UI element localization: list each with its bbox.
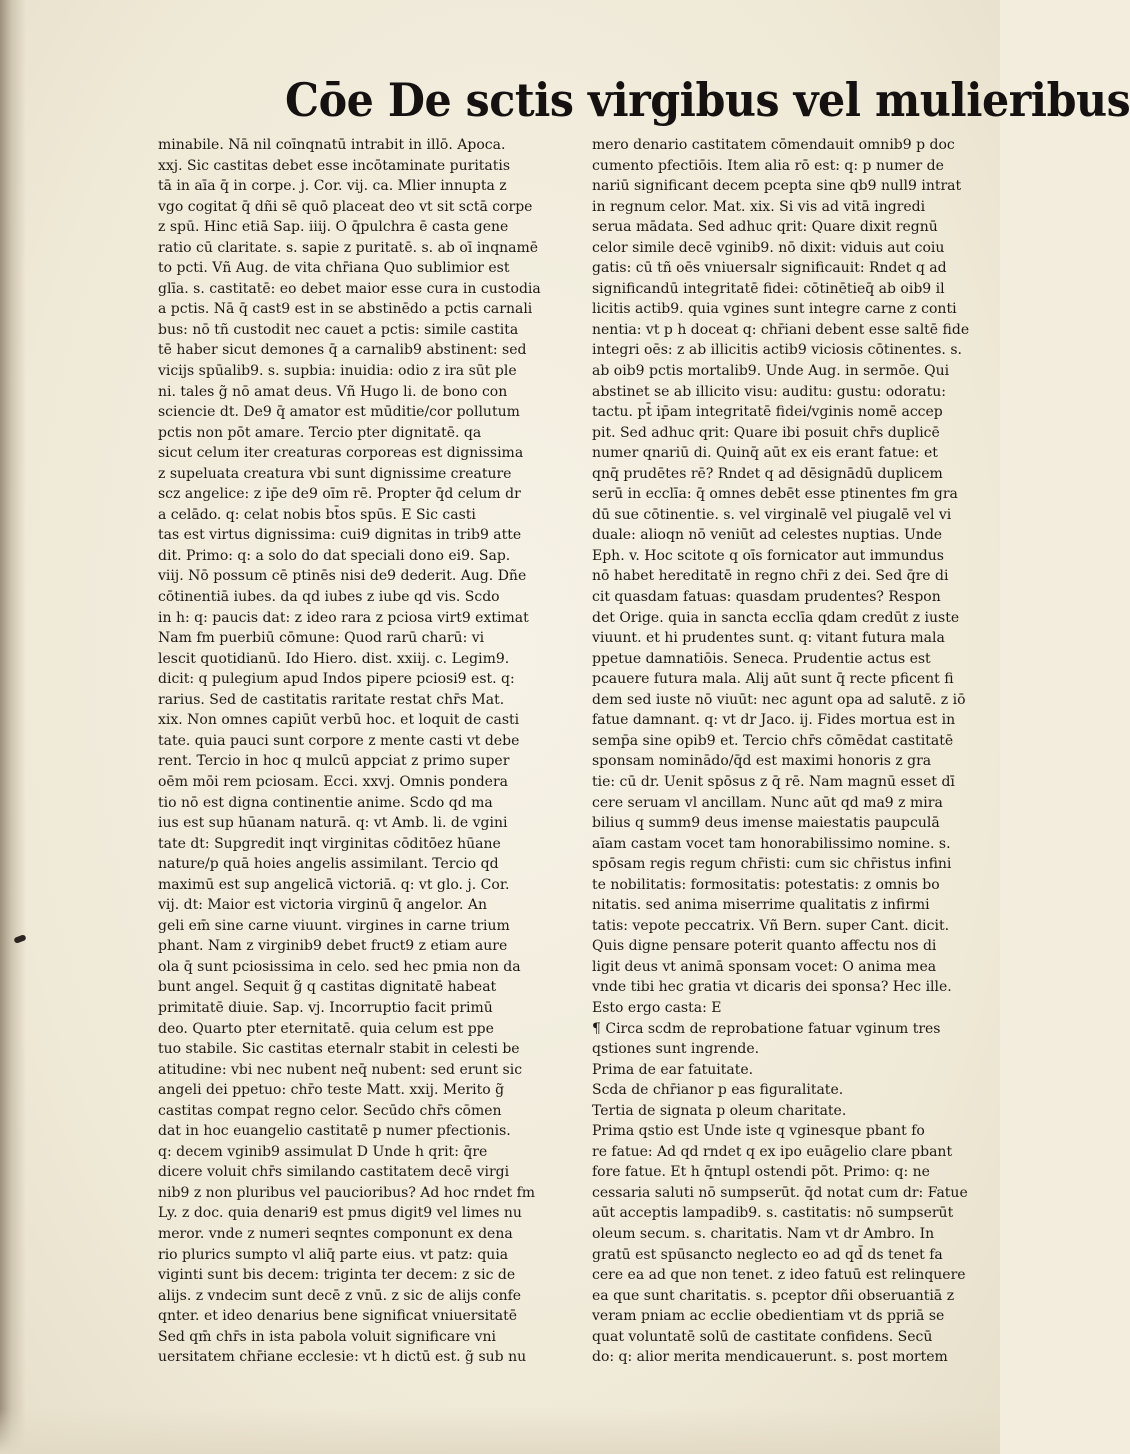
text-line: Sed qm̄ chr̄s in ista pabola voluit significare vni <box>158 1328 497 1345</box>
left-text-column <box>158 135 578 1368</box>
text-line: atitudine: vbi nec nubent neq̄ nubent: sed erunt sic <box>158 1061 523 1078</box>
text-line: tuo stabile. Sic castitas eternalr stabit in celesti be <box>158 1041 520 1058</box>
text-line: gratū est spūsancto neglecto eo ad qd̄ ds tenet fa <box>592 1246 943 1263</box>
text-line: ab oib9 pctis mortalib9. Unde Aug. in sermōe. Qui <box>592 363 950 380</box>
text-line: ni. tales g̃ nō amat deus. Vñ Hugo li. de bono con <box>158 383 508 400</box>
text-line: in regnum celor. Mat. xix. Si vis ad vitā ingredi <box>592 198 926 215</box>
text-line: ratio cū claritate. s. sapie z puritatē. s. ab oī inqnamē <box>158 239 539 256</box>
text-line: angeli dei ppetuo: chr̄o teste Matt. xxij. Merito g̃ <box>158 1082 505 1099</box>
text-line: a celādo. q: celat nobis bt̄os spūs. E Sic casti <box>158 506 476 523</box>
text-line: Nam fm puerbiū cōmune: Quod rarū charū: vi <box>158 630 485 647</box>
text-line: q: decem vginib9 assimulat D Unde h qrit: q̄re <box>158 1143 488 1160</box>
text-line: Scda de chr̄ianor p eas figuralitate. <box>592 1082 844 1099</box>
text-line: tactu. pt̄ ip̄am integritatē fidei/vginis nomē accep <box>592 404 943 421</box>
text-line: Prima de ear fatuitate. <box>592 1061 754 1078</box>
text-line: phant. Nam z virginib9 debet fruct9 z etiam aure <box>158 938 508 955</box>
text-line: primitatē diuie. Sap. vj. Incorruptio facit primū <box>158 999 493 1016</box>
text-line: tē haber sicut demones q̄ a carnalib9 abstinent: sed <box>158 342 527 359</box>
text-line: alijs. z vndecim sunt decē z vnū. z sic de alijs confe <box>158 1287 522 1304</box>
text-line: z supeluata creatura vbi sunt dignissime creature <box>158 465 512 482</box>
text-line: rarius. Sed de castitatis raritate restat chr̄s Mat. <box>158 691 505 708</box>
text-line: qstiones sunt ingrende. <box>592 1041 760 1058</box>
text-line: dicit: q pulegium apud Indos pipere pciosi9 est. q: <box>158 671 515 688</box>
text-line: oleum secum. s. charitatis. Nam vt dr Ambro. In <box>592 1225 935 1242</box>
text-line: sponsam nominādo/q̄d est maximi honoris z gra <box>592 753 932 770</box>
text-line: nentia: vt p h doceat q: chr̄iani debent esse saltē fide <box>592 321 970 338</box>
text-line: quat voluntatē solū de castitate confidens. Secū <box>592 1328 933 1345</box>
text-line: dit. Primo: q: a solo do dat speciali dono ei9. Sap. <box>158 547 511 564</box>
text-line: mero denario castitatem cōmendauit omnib9 p doc <box>592 137 955 153</box>
text-line: nitatis. sed anima miserrime qualitatis z infirmi <box>592 897 930 914</box>
text-line: cumento pfectiōis. Item alia rō est: q: p numer de <box>592 157 944 174</box>
text-line: re fatue: Ad qd rndet q ex ipo euāgelio clare pbant <box>592 1143 953 1160</box>
text-line: aīam castam vocet tam honorabilissimo nomine. s. <box>592 835 951 852</box>
text-line: Quis digne pensare poterit quanto affectu nos di <box>592 938 937 955</box>
text-line: viuunt. et hi prudentes sunt. q: vitant futura mala <box>592 630 945 647</box>
text-line: tatis: vepote peccatrix. Vñ Bern. super Cant. dicit. <box>592 917 950 934</box>
text-line: abstinet se ab illicito visu: auditu: gustu: odoratu: <box>592 383 946 400</box>
text-line: pctis non pōt amare. Tercio pter dignitatē. qa <box>158 424 482 441</box>
text-line: nib9 z non pluribus vel paucioribus? Ad hoc rndet fm <box>158 1184 536 1201</box>
text-line: xix. Non omnes capiūt verbū hoc. et loquit de casti <box>158 712 520 729</box>
text-line: licitis actib9. quia vgines sunt integre carne z conti <box>592 301 957 318</box>
text-line: ligit deus vt animā sponsam vocet: O anima mea <box>592 958 937 975</box>
text-line: Eph. v. Hoc scitote q oīs fornicator aut immundus <box>592 547 944 564</box>
text-line: dicere voluit chr̄s similando castitatem decē virgi <box>158 1164 510 1181</box>
text-line: xxj. Sic castitas debet esse incōtaminate puritatis <box>158 157 511 174</box>
text-line: cōtinentiā iubes. da qd iubes z iube qd vis. Scdo <box>158 589 500 606</box>
running-head-title: Cōe De sctis virgibus vel mulieribus <box>285 73 1130 127</box>
text-line: significandū integritatē fidei: cōtinētieq̄ ab oib9 il <box>592 280 945 297</box>
text-line: Prima qstio est Unde iste q vginesque pbant fo <box>592 1123 925 1140</box>
text-line: uersitatem chr̄iane ecclesie: vt h dictū est. g̃ sub nu <box>158 1349 527 1366</box>
text-line: geli em̄ sine carne viuunt. virgines in carne trium <box>158 917 510 934</box>
right-text-column <box>592 135 982 1368</box>
text-line: aūt acceptis lampadib9. s. castitatis: nō sumpserūt <box>592 1205 954 1222</box>
text-line: sicut celum iter creaturas corporeas est dignissima <box>158 445 524 462</box>
text-line: dat in hoc euangelio castitatē p numer pfectionis. <box>158 1123 511 1140</box>
text-line: tie: cū dr. Uenit spōsus z q̄ rē. Nam magnū esset dī <box>592 773 955 790</box>
text-line: qnq̄ prudētes rē? Rndet q ad dēsignādū duplicem <box>592 465 943 482</box>
text-line: do: q: alior merita mendicauerunt. s. post mortem <box>592 1349 948 1366</box>
text-line: cere ea ad que non tenet. z ideo fatuū est relinquere <box>592 1267 966 1284</box>
text-line: viij. Nō possum cē ptinēs nisi de9 dederit. Aug. Dñe <box>158 568 527 585</box>
text-line: spōsam regis regum chr̄isti: cum sic chr̄istus infini <box>592 856 952 873</box>
text-line: deo. Quarto pter eternitatē. quia celum est ppe <box>158 1020 494 1037</box>
text-line: dū sue cōtinentie. s. vel virginalē vel piugalē vel vi <box>592 506 952 523</box>
text-line: tas est virtus dignissima: cui9 dignitas in trib9 atte <box>158 527 522 544</box>
text-line: vnde tibi hec gratia vt dicaris dei sponsa? Hec ille. <box>592 979 952 996</box>
text-line: pit. Sed adhuc qrit: Quare ibi posuit chr̄s duplicē <box>592 424 940 441</box>
text-line: ius est sup hūanam naturā. q: vt Amb. li. de vgini <box>158 815 508 832</box>
text-line: ppetue damnatiōis. Seneca. Prudentie actus est <box>592 650 931 667</box>
text-line: ¶ Circa scdm de reprobatione fatuar vginum tres <box>592 1020 941 1037</box>
text-line: ea que sunt charitatis. s. pceptor dñi obseruantiā z <box>592 1287 955 1304</box>
text-line: maximū est sup angelicā victoriā. q: vt glo. j. Cor. <box>158 876 510 893</box>
text-line: viginti sunt bis decem: triginta ter decem: z sic de <box>158 1267 516 1284</box>
text-line: rent. Tercio in hoc q mulcū appciat z primo super <box>158 753 510 770</box>
text-line: tio nō est digna continentie anime. Scdo qd ma <box>158 794 493 811</box>
text-line: nō habet hereditatē in regno chr̄i z dei. Sed q̄re di <box>592 568 949 585</box>
text-line: fatue damnant. q: vt dr Jaco. ij. Fides mortua est in <box>592 712 956 729</box>
text-line: cessaria saluti nō sumpserūt. q̄d notat cum dr: Fatue <box>592 1184 968 1201</box>
text-line: oēm mōi rem pciosam. Ecci. xxvj. Omnis pondera <box>158 773 508 790</box>
text-line: fore fatue. Et h q̄ntupl ostendi pōt. Primo: q: ne <box>592 1164 930 1181</box>
text-line: tate. quia pauci sunt corpore z mente casti vt debe <box>158 732 520 749</box>
text-line: Esto ergo casta: E <box>592 999 722 1016</box>
text-line: a pctis. Nā q̄ cast9 est in se abstinēdo a pctis carnali <box>158 301 533 318</box>
text-line: serua mādata. Sed adhuc qrit: Quare dixit regnū <box>592 219 938 236</box>
text-line: bus: nō tñ custodit nec cauet a pctis: simile castita <box>158 321 519 338</box>
text-line: vgo cogitat q̄ dñi sē quō placeat deo vt sit sctā corpe <box>158 198 533 215</box>
page-bottom-margin <box>0 1408 1000 1454</box>
text-line: serū in ecclīa: q̄ omnes debēt esse ptinentes fm gra <box>592 486 958 503</box>
text-line: qnter. et ideo denarius bene significat vniuersitatē <box>158 1308 518 1325</box>
text-line: dem sed iuste nō viuūt: nec agunt opa ad salutē. z iō <box>592 691 966 708</box>
text-line: pcauere futura mala. Alij aūt sunt q̄ recte pficent fi <box>592 671 954 688</box>
text-line: bilius q summ9 deus imense maiestatis paupculā <box>592 815 940 832</box>
text-line: lescit quotidianū. Ido Hiero. dist. xxiij. c. Legim9. <box>158 650 510 667</box>
text-line: te nobilitatis: formositatis: potestatis: z omnis bo <box>592 876 940 893</box>
text-line: glīa. s. castitatē: eo debet maior esse cura in custodia <box>158 280 541 297</box>
text-line: minabile. Nā nil coīnqnatū intrabit in illō. Apoca. <box>158 137 506 153</box>
text-line: nariū significant decem pcepta sine qb9 null9 intrat <box>592 178 962 195</box>
text-line: duale: alioqn nō veniūt ad celestes nuptias. Unde <box>592 527 943 544</box>
text-line: veram pniam ac ecclie obedientiam vt ds ppriā se <box>592 1308 945 1325</box>
text-line: bunt angel. Sequit g̃ q castitas dignitatē habeat <box>158 979 497 996</box>
text-line: Ly. z doc. quia denari9 est pmus digit9 vel limes nu <box>158 1205 522 1222</box>
text-line: integri oēs: z ab illicitis actib9 viciosis cōtinentes. s. <box>592 342 962 359</box>
text-line: numer qnariū di. Quinq̄ aūt ex eis erant fatue: et <box>592 445 938 462</box>
text-line: celor simile decē vginib9. nō dixit: viduis aut coiu <box>592 239 945 256</box>
text-line: z spū. Hinc etiā Sap. iiij. O q̄pulchra ē casta gene <box>158 219 509 236</box>
text-line: castitas compat regno celor. Secūdo chr̄s cōmen <box>158 1102 502 1119</box>
text-line: meror. vnde z numeri seqntes componunt ex dena <box>158 1225 513 1242</box>
text-line: vicijs spūalib9. s. supbia: inuidia: odio z ira sūt ple <box>158 363 517 380</box>
text-line: tate dt: Supgredit inqt virginitas cōditōez hūane <box>158 835 501 852</box>
text-line: cere seruam vl ancillam. Nunc aūt qd ma9 z mira <box>592 794 943 811</box>
text-line: semp̄a sine opib9 et. Tercio chr̄s cōmēdat castitatē <box>592 732 954 749</box>
text-line: Tertia de signata p oleum charitate. <box>592 1102 847 1119</box>
page-gutter-shadow <box>0 0 26 1454</box>
text-line: in h: q: paucis dat: z ideo rara z pciosa virt9 extimat <box>158 609 529 626</box>
text-line: ola q̄ sunt pciosissima in celo. sed hec pmia non da <box>158 958 521 975</box>
text-line: gatis: cū tñ oēs vniuersalr significauit: Rndet q ad <box>592 260 947 277</box>
text-line: to pcti. Vñ Aug. de vita chr̄iana Quo sublimior est <box>158 260 510 277</box>
text-line: rio plurics sumpto vl aliq̄ parte eius. vt patz: quia <box>158 1246 509 1263</box>
text-line: vij. dt: Maior est victoria virginū q̄ angelor. An <box>158 897 488 914</box>
text-line: det Orige. quia in sancta ecclīa qdam credūt z iuste <box>592 609 960 626</box>
text-line: cit quasdam fatuas: quasdam prudentes? Respon <box>592 589 941 606</box>
text-line: scz angelice: z ip̄e de9 oīm rē. Propter q̄d celum dr <box>158 486 521 503</box>
text-line: sciencie dt. De9 q̄ amator est mūditie/cor pollutum <box>158 404 520 421</box>
text-line: tā in aīa q̄ in corpe. j. Cor. vij. ca. Mlier innupta z <box>158 178 507 195</box>
text-line: nature/p quā hoies angelis assimilant. Tercio qd <box>158 856 499 873</box>
